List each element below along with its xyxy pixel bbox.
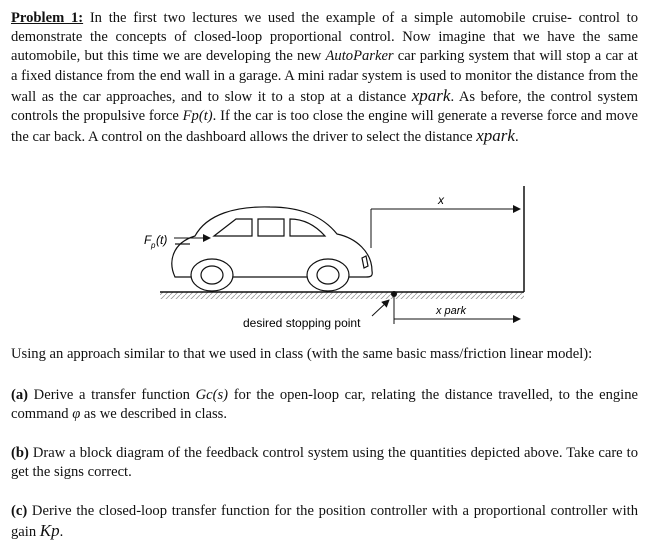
- intro-text-2: car parking system that will stop a car at a fixed distance from the end wall in a garage. A mini radar system is used to monitor the distance from the wall as the car approaches, and to slow it to a stop at a distance: [11, 48, 638, 105]
- xpark-variable-2: xpark: [476, 126, 515, 146]
- xpark-variable: xpark: [411, 85, 451, 105]
- x-label: x: [438, 193, 444, 207]
- intro-end: .: [514, 129, 519, 146]
- svg-text:F: F: [144, 233, 152, 247]
- ground-hatching: [160, 292, 524, 299]
- force-variable: Fp(t): [182, 108, 213, 125]
- intro-text-1: In the first two lectures we used the example of a simple automobile cruise- control to demonstrate the concepts of closed-loop proportional control. Now imagine that we have the same automobile, but this time we are developing the new: [11, 10, 638, 65]
- svg-text:(t): (t): [156, 233, 168, 247]
- question-c: [11, 502, 638, 542]
- question-c-text: Derive the closed-loop transfer function for the position controller with a proportional controller with gain: [11, 503, 638, 541]
- question-a-text-1: Derive a transfer function: [28, 387, 196, 403]
- stopping-point-arrow: [372, 300, 389, 316]
- gain-variable: Kp: [39, 521, 60, 541]
- problem-label: Problem 1:: [11, 10, 84, 26]
- product-name: AutoParker: [325, 48, 394, 65]
- transfer-function: Gc(s): [195, 387, 229, 403]
- xpark-label: x park: [436, 305, 466, 317]
- force-label: [144, 233, 167, 250]
- question-b-label: (b): [11, 445, 29, 461]
- question-b: [11, 444, 638, 482]
- question-c-end: .: [59, 524, 64, 541]
- question-a-text-2: for the open-loop car, relating the distance travelled, to the engine command: [11, 387, 638, 423]
- question-a-label: (a): [11, 387, 29, 403]
- intro-text-4: . If the car is too close the engine will generate a reverse force and move the car back. A control on the dashboard allows the driver to select the distance: [11, 108, 638, 146]
- question-c-label: (c): [11, 503, 28, 519]
- car: [172, 207, 372, 291]
- phi-symbol: φ: [72, 406, 81, 423]
- intro-text-3: . As before, the control system controls the propulsive force: [11, 88, 638, 125]
- svg-text:p: p: [151, 241, 156, 250]
- question-a: [11, 386, 638, 424]
- question-a-text-3: as we described in class.: [80, 406, 227, 423]
- question-b-text: Draw a block diagram of the feedback control system using the quantities depicted above. Take care to get the signs correct.: [11, 445, 638, 481]
- approach-note: Using an approach similar to that we used in class (with the same basic mass/friction linear model):: [11, 346, 593, 362]
- stopping-point-label: desired stopping point: [243, 316, 361, 330]
